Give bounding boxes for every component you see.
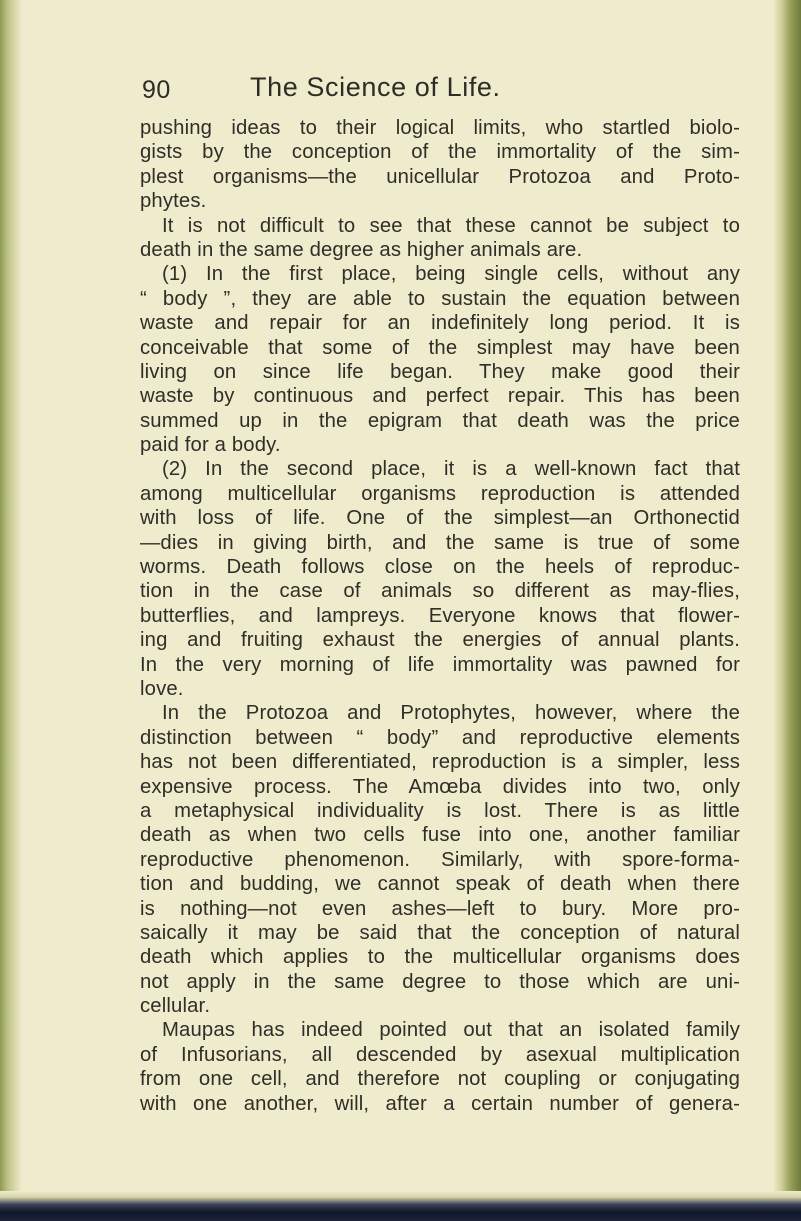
text-line: It is not difficult to see that these cannot be subject to [162, 214, 740, 237]
body-text [140, 116, 740, 1116]
text-line: love. [140, 677, 184, 700]
text-line: butterflies, and lampreys. Everyone knows that flower- [140, 604, 740, 627]
text-line: pushing ideas to their logical limits, who startled biolo- [140, 117, 740, 139]
running-head [0, 66, 801, 106]
text-line: death as when two cells fuse into one, another familiar [140, 824, 740, 847]
text-line: ing and fruiting exhaust the energies of annual plants. [140, 629, 740, 652]
text-line: In the Protozoa and Protophytes, however, where the [162, 702, 740, 725]
text-line: a metaphysical individuality is lost. There is as little [140, 799, 740, 822]
text-line: “ body ”, they are able to sustain the equation between [140, 287, 740, 310]
text-line: has not been differentiated, reproduction is a simpler, less [140, 751, 740, 774]
running-title: The Science of Life. [250, 72, 501, 102]
text-line: among multicellular organisms reproduction is attended [140, 482, 740, 505]
text-line: cellular. [140, 995, 211, 1018]
text-line: saically it may be said that the conception of natural [140, 921, 740, 944]
page-number: 90 [142, 76, 171, 104]
text-line: Maupas has indeed pointed out that an isolated family [162, 1019, 740, 1042]
text-line: with one another, will, after a certain number of genera- [140, 1092, 740, 1115]
text-line: (2) In the second place, it is a well-known fact that [162, 458, 740, 481]
text-line: death which applies to the multicellular organisms does [140, 946, 740, 969]
text-line: paid for a body. [140, 434, 281, 457]
text-line: expensive process. The Amœba divides into two, only [140, 775, 740, 798]
text-line: —dies in giving birth, and the same is true of some [140, 531, 740, 554]
text-line: reproductive phenomenon. Similarly, with spore-forma- [140, 848, 740, 871]
text-line: In the very morning of life immortality was pawned for [140, 653, 740, 676]
text-line: summed up in the epigram that death was the price [140, 409, 740, 432]
text-line: plest organisms—the unicellular Protozoa and Proto- [140, 165, 740, 188]
text-line: with loss of life. One of the simplest—an Orthonectid [140, 507, 740, 530]
text-line: from one cell, and therefore not coupling or conjugating [140, 1068, 740, 1091]
text-line: distinction between “ body” and reproductive elements [140, 726, 740, 749]
text-line: not apply in the same degree to those which are uni- [140, 970, 740, 993]
text-line: living on since life began. They make good their [140, 360, 740, 383]
text-line: waste by continuous and perfect repair. This has been [140, 385, 740, 408]
text-line: worms. Death follows close on the heels of reproduc- [140, 556, 740, 579]
text-line: of Infusorians, all descended by asexual multiplication [140, 1043, 740, 1066]
text-line: (1) In the first place, being single cells, without any [162, 263, 740, 286]
text-line: conceivable that some of the simplest may have been [140, 336, 740, 359]
text-line: tion and budding, we cannot speak of death when there [140, 873, 740, 896]
text-line: tion in the case of animals so different as may-flies, [140, 580, 740, 603]
text-line: is nothing—not even ashes—left to bury. More pro- [140, 897, 740, 920]
text-line: waste and repair for an indefinitely long period. It is [140, 312, 740, 335]
text-line: death in the same degree as higher animals are. [140, 238, 583, 261]
text-line: gists by the conception of the immortality of the sim- [140, 141, 740, 164]
text-line: phytes. [140, 190, 207, 213]
